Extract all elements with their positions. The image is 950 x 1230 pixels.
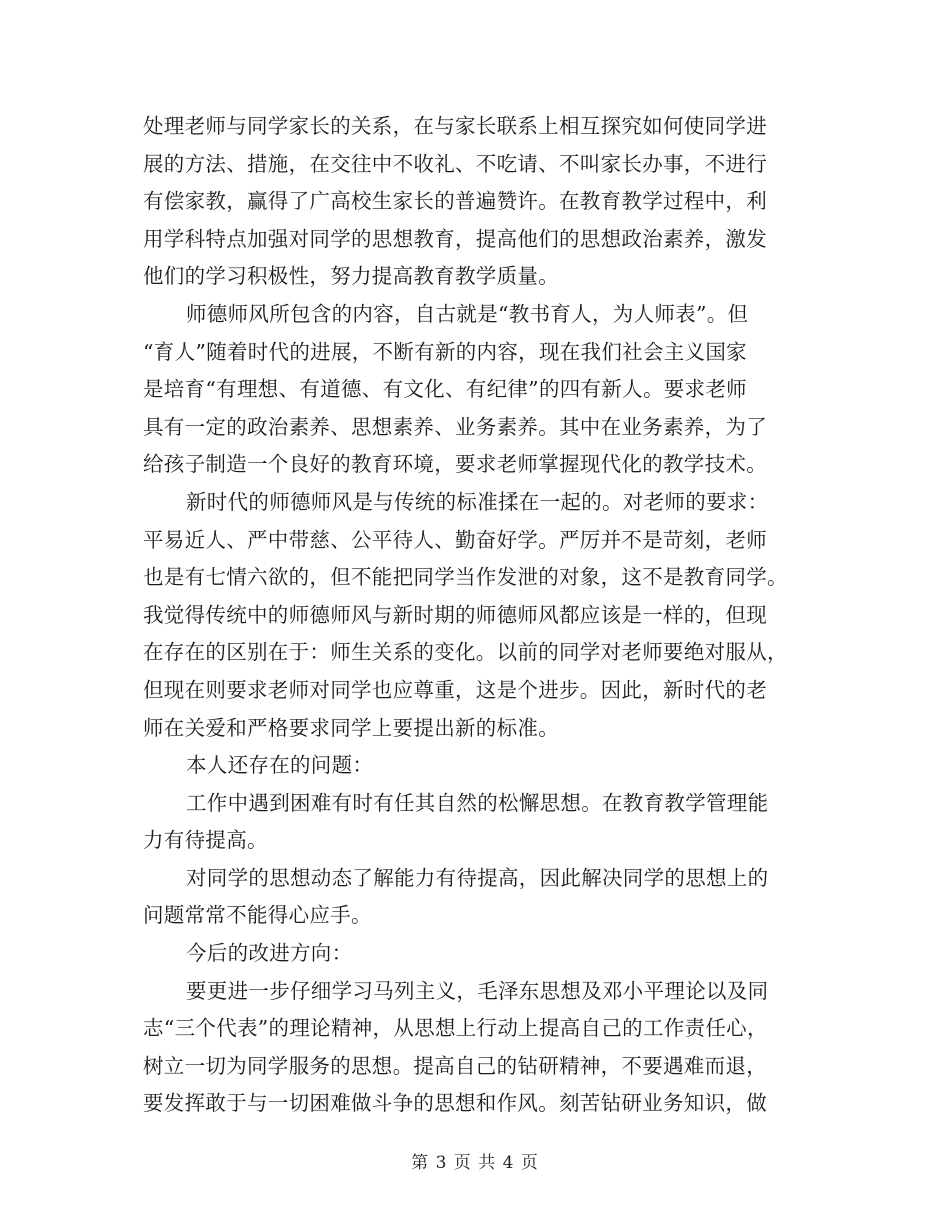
text-line: 对同学的思想动态了解能力有待提高，因此解决同学的思想上的: [186, 865, 769, 890]
text-line: 今后的改进方向：: [186, 941, 353, 966]
text-line: 力有待提高。: [143, 828, 268, 853]
text-line: 具有一定的政治素养、思想素养、业务素养。其中在业务素养，为了: [143, 414, 767, 439]
document-body: [143, 108, 803, 1123]
text-line: 要发挥敢于与一切困难做斗争的思想和作风。刻苦钻研业务知识，做: [143, 1091, 767, 1116]
text-line: 平易近人、严中带慈、公平待人、勤奋好学。严厉并不是苛刻，老师: [143, 527, 767, 552]
text-line: 处理老师与同学家长的关系，在与家长联系上相互探究如何使同学进: [143, 114, 767, 138]
text-line: 展的方法、措施，在交往中不收礼、不吃请、不叫家长办事，不进行: [143, 151, 767, 176]
text-line: 志“三个代表”的理论精神，从思想上行动上提高自己的工作责任心，: [143, 1016, 768, 1041]
text-line: 给孩子制造一个良好的教育环境，要求老师掌握现代化的教学技术。: [143, 452, 767, 477]
text-line: 问题常常不能得心应手。: [143, 903, 372, 928]
text-line: 是培育“有理想、有道德、有文化、有纪律”的四有新人。要求老师: [143, 377, 747, 402]
text-line: 本人还存在的问题：: [186, 753, 374, 778]
text-line: 我觉得传统中的师德师风与新时期的师德师风都应该是一样的，但现: [143, 602, 767, 627]
text-line: 工作中遇到困难有时有任其自然的松懈思想。在教育教学管理能: [186, 790, 769, 815]
text-line: 用学科特点加强对同学的思想教育，提高他们的思想政治素养，激发: [143, 226, 767, 251]
text-line: 树立一切为同学服务的思想。提高自己的钻研精神，不要遇难而退，: [143, 1053, 767, 1078]
text-line: 新时代的师德师风是与传统的标准揉在一起的。对老师的要求：: [186, 489, 769, 514]
text-line: 他们的学习积极性，努力提高教育教学质量。: [143, 264, 559, 289]
text-line: “育人”随着时代的进展，不断有新的内容，现在我们社会主义国家: [143, 339, 747, 364]
text-line: 在存在的区别在于：师生关系的变化。以前的同学对老师要绝对服从，: [143, 640, 788, 665]
text-line: 要更进一步仔细学习马列主义，毛泽东思想及邓小平理论以及同: [186, 978, 769, 1003]
text-line: 但现在则要求老师对同学也应尊重，这是个进步。因此，新时代的老: [143, 677, 767, 702]
text-line: 也是有七情六欲的，但不能把同学当作发泄的对象，这不是教育同学。: [143, 565, 788, 590]
page-footer: 第 3 页 共 4 页: [411, 1153, 539, 1173]
text-line: 有偿家教，赢得了广高校生家长的普遍赞许。在教育教学过程中，利: [143, 189, 767, 214]
text-line: 师在关爱和严格要求同学上要提出新的标准。: [143, 715, 559, 740]
text-line: 师德师风所包含的内容，自古就是“教书育人，为人师表”。但: [186, 301, 749, 326]
